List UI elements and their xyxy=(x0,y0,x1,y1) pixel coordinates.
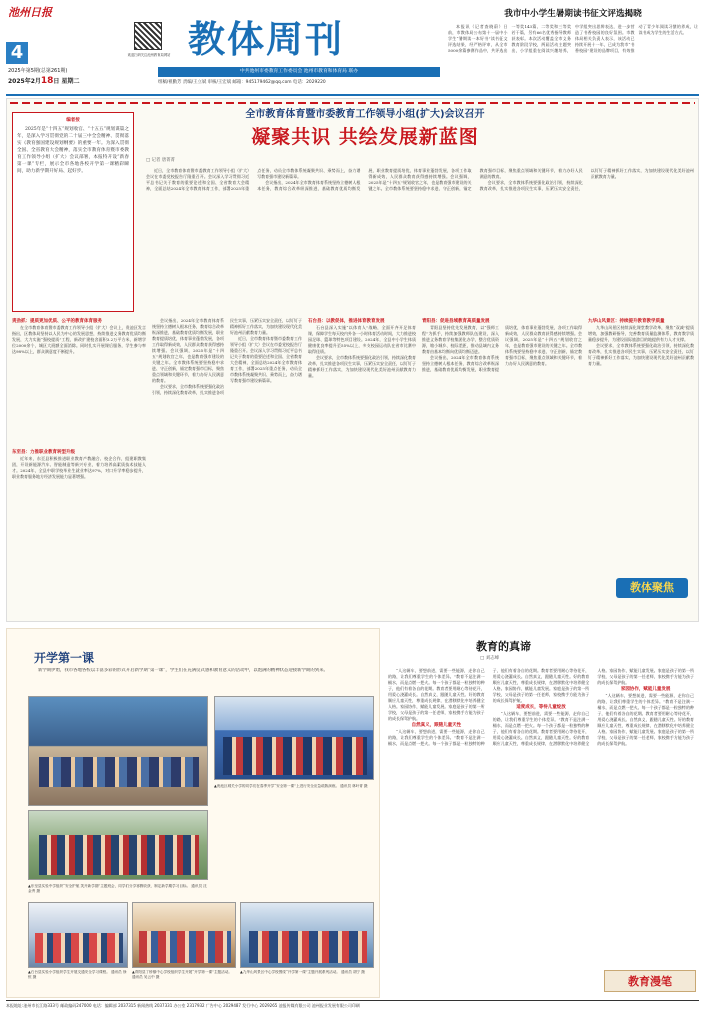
top-right-body: 本报讯（记者查晓蔚）日前，市教体局公布第十一届中小学生“暑期读一本好书”读书征文评选结果，经严格评审，从全市5000余篇参赛作品中，共评选出一等奖143篇、二等奖和三等奖若干篇，另有66名优秀指导教师获表彰。本次活动覆盖全市义务教育阶段学校，两届活动主题突出，小学组重在阅读兴趣培养，中学组突出思辨表达，进一步营造了书香校园的良好氛围。市教体局相关负责人表示，该活动已持续开展十一年，已成为我市“书香校园”建设的品牌项目，有效推动了青少年阅读习惯的养成，让读书成为学生的生活方式。 xyxy=(448,24,698,53)
masthead-divider xyxy=(6,94,699,96)
lead-headline: 凝聚共识 共绘发展新蓝图 xyxy=(251,126,479,148)
photo-caption: ▲东至县实验中学组织“安全护航 笑开新学期”主题班会，同学们分享寒假收获、制定新学期学习目标。 通讯员 沈金秀 摄 xyxy=(28,884,207,893)
section-body: 近年来，东至县积极推进职业教育产教融合、校企合作，组建职教集团，开设新能源汽车、智能制造等新兴专业，着力培养高素质技术技能人才。2024年，全县中职学校毕业生就业率达97%，对口升学率稳步提升，职业教育服务地方经济发展能力显著增强。 xyxy=(12,456,146,479)
section-body: 石台县深入实施“以体育人”战略，全面开齐开足体育课，保障学生每天校内外各一小时体育活动时间，大力推进校园足球、篮球等特色项目建设。2024年，全县中小学生体质健康优良率提升至55%以上，多支校园运动队在省市比赛中取得佳绩。 会议要求，全市教体系统要强化政治引领，持续深化教育改革，扎实推进各项民生实事，压紧压实安全责任，以钉钉子精神抓好工作落实，为加快建设现代化美好池州贡献教育力量。 xyxy=(308,325,416,378)
editorial-box xyxy=(12,112,134,312)
col-section-3 xyxy=(308,318,416,616)
footer-info: 本报地址:池州市长江路333号 邮政编码247000 电话：编辑部 2037315 新闻热线 2037331 办公室 2317932 广告中心 2029487 发行中心 2029265 池报传媒有限公司 池州报业发展有限公司印刷 xyxy=(6,1003,360,1008)
editor-line: 组稿/祖勤芳 责编/王立斌 审核/王宏斌 邮箱：945179462@qq.com 电话：2029220 xyxy=(158,80,326,85)
photo-safety-drill xyxy=(28,696,208,806)
section-heading: 青阳县：促进县域教育高质量发展 xyxy=(422,319,490,324)
section-body: 青阳县坚持优先发展教育，以“强师工程”为抓手，持续加强教师队伍建设，深入推进义务教育学校集团化办学，整合优质资源，缩小城乡、校际差距，推动县域内义务教育由基本均衡向优质均衡迈进。 会议指出，2024年全市教育体育系统坚持立德树人根本任务，教育综合改革纵深推进，基础教育优质均衡发展，职业教育提质培优，体育事业蓬勃发展，各项工作取得新成效，人民群众教育获得感持续增强。会议强调，2025年是“十四五”规划收官之年，也是教育强市建设的关键之年。全市教体系统要坚持稳中求进、守正创新，锚定教育强市目标，聚焦重点领域和关键环节，着力办好人民满意的教育。 xyxy=(422,325,582,372)
photo-caption: ▲石台县实验小学组织学生开展交通安全学习课程。 通讯员 徐恒 摄 xyxy=(28,970,127,979)
issue-number: 2025年第5期(总第261期) xyxy=(8,68,68,74)
lead-body-top: 近日，全市教育体育暨市委教育工作领导小组（扩大）会议在市委党校报告厅隆重召开。会议深入学习贯彻习近平总书记关于教育的重要论述和全国、全省教育大会精神，全面总结2024年全市教育体育工作，部署2025年重点任务，动员全市教体系统凝聚共识、乘势而上，奋力谱写教育强市建设新篇章。 会议指出，2024年全市教育体育系统坚持立德树人根本任务，教育综合改革纵深推进，基础教育优质均衡发展，职业教育提质培优，体育事业蓬勃发展，各项工作取得新成效，人民群众教育获得感持续增强。会议强调，2025年是“十四五”规划收官之年，也是教育强市建设的关键之年。全市教体系统要坚持稳中求进、守正创新，锚定教育强市目标，聚焦重点领域和关键环节，着力办好人民满意的教育。 会议要求，全市教体系统要强化政治引领，持续深化教育改革，扎实推进各项民生实事，压紧压实安全责任，以钉钉子精神抓好工作落实，为加快建设现代化美好池州贡献教育力量。 xyxy=(146,168,694,191)
supplement-title: 教体周刊 xyxy=(188,17,344,61)
photo-caption: ▲九华山风景区中心学校围绕“开学第一课”主题开展系列活动。 通讯员 胡宁 摄 xyxy=(240,970,365,974)
photo-traffic-lesson xyxy=(28,902,128,968)
page-number-badge: 4 xyxy=(6,42,28,64)
essay-body: “人这辆车，要想前进，需要一些能源，走你自己的路，让我们尊重学生的个体差异。”教育不是注满一桶水，而是点燃一把火。每一个孩子都是一粒独特的种子，他们有着各自的花期。教育者要用耐心等待花开，用爱心浇灌成长。自然真义，跟随儿童天性。好的教育顺应儿童天性，尊重成长规律，在潜移默化中培养健全人格。家园协作，赋能儿童发展。家庭是孩子的第一所学校，父母是孩子的第一任老师，家校携手方能为孩子的成长保驾护航。 自然真义，跟随儿童天性 “人这辆车，要想前进，需要一些能源，走你自己的路，让我们尊重学生的个体差异。”教育不是注满一桶水，而是点燃一把火。每一个孩子都是一粒独特的种子，他们有着各自的花期。教育者要用耐心等待花开，用爱心浇灌成长。自然真义，跟随儿童天性。好的教育顺应儿童天性，尊重成长规律，在潜移默化中培养健全人格。家园协作，赋能儿童发展。家庭是孩子的第一所学校，父母是孩子的第一任老师，家校携手方能为孩子的成长保驾护航。 适度成长，等待儿童绽放 “人这辆车，要想前进，需要一些能源，走你自己的路，让我们尊重学生的个体差异。”教育不是注满一桶水，而是点燃一把火。每一个孩子都是一粒独特的种子，他们有着各自的花期。教育者要用耐心等待花开，用爱心浇灌成长。自然真义，跟随儿童天性。好的教育顺应儿童天性，尊重成长规律，在潜移默化中培养健全人格。家园协作，赋能儿童发展。家庭是孩子的第一所学校，父母是孩子的第一任老师，家校携手方能为孩子的成长保驾护航。 家园协作，赋能儿童发展 “人这辆车，要想前进，需要一些能源，走你自己的路，让我们尊重学生的个体差异。”教育不是注满一桶水，而是点燃一把火。每一个孩子都是一粒独特的种子，他们有着各自的花期。教育者要用耐心等待花开，用爱心浇灌成长。自然真义，跟随儿童天性。好的教育顺应儿童天性，尊重成长规律，在潜移默化中培养健全人格。家园协作，赋能儿童发展。家庭是孩子的第一所学校，父母是孩子的第一任老师，家校携手方能为孩子的成长保驾护航。 xyxy=(388,668,694,746)
photo-series-activity xyxy=(240,902,374,968)
first-lesson-intro: 新学期伊始，我市各地各校以丰富多彩的形式开启新学期“第一课”，学生们在充满仪式感和教育意义的活动中，以饱满的精神状态迎接新学期的到来。 xyxy=(38,668,328,673)
section-body: 在全市教育体育暨市委教育工作领导小组（扩大）会议上，贵池区发言指出，区教体局坚持以人民为中心的发展思想，持续推进义务教育优质均衡发展，大力实施“强校提质”工程，新改扩建校舍面积3.2万平方米，新增学位2000余个，城区大班额全面消除。同时扎实开展课后服务，学生参与率达98%以上，群众满意度不断提升。 xyxy=(12,325,146,354)
essay-subhead: 家园协作，赋能儿童发展 xyxy=(620,687,671,692)
essay-title: 教育的真谛 xyxy=(476,640,531,653)
photo-theme-activity xyxy=(132,902,236,968)
editorial-body: 2025年是“十四五”规划收官、“十五五”规划谋篇之年，是深入学习贯彻党的二十届三中全会精神、贯彻落实《教育强国建设规划纲要》的重要一年。为深入贯彻全国、全省教育大会精神，落实全市教育体育暨市委教育工作领导小组（扩大）会议部署，本报特开设“新春第一课”专栏，展示全市各地各校开学第一课精彩瞬间，助力新学期开好局、起好步。 xyxy=(17,127,129,174)
lead-byline: □ 记者 唐菁菁 xyxy=(146,158,175,163)
section-heading: 东至县：力推职业教育转型升级 xyxy=(12,450,75,455)
lead-top-ornament xyxy=(10,102,695,104)
section-heading: 石台县：以教促体，推进体育教育发展 xyxy=(308,319,385,324)
section-body: 九华山风景区持续深化课堂教学改革，聚焦“双减”提质增效，加强教研指导，完善教育质量监测体系，教育教学质量稳步提升，为建设国际旅游目的地提供有力人才支撑。 会议要求，全市教体系统要强化政治引领，持续深化教育改革，扎实推进各项民生实事，压紧压实安全责任，以钉钉子精神抓好工作落实，为加快建设现代化美好池州贡献教育力量。 xyxy=(588,325,694,366)
logo-text: 池州日报 xyxy=(8,6,52,19)
lead-kicker: 全市教育体育暨市委教育工作领导小组(扩大)会议召开 xyxy=(245,109,485,120)
qr-caption: 欢迎扫码关注池州教育局网站 xyxy=(127,53,171,57)
col-section-5 xyxy=(588,318,694,568)
col-section-1 xyxy=(12,318,146,616)
section-heading: 责劲抓：提质更加优质、公平的教育体育服务 xyxy=(12,319,102,324)
col-lead-continued: 会议指出，2024年全市教育体育系统坚持立德树人根本任务，教育综合改革纵深推进，基础教育优质均衡发展，职业教育提质培优，体育事业蓬勃发展，各项工作取得新成效，人民群众教育获得感持续增强。会议强调，2025年是“十四五”规划收官之年，也是教育强市建设的关键之年。全市教体系统要坚持稳中求进、守正创新，锚定教育强市目标，聚焦重点领域和关键环节，着力办好人民满意的教育。 会议要求，全市教体系统要强化政治引领，持续深化教育改革，扎实推进各项民生实事，压紧压实安全责任，以钉钉子精神抓好工作落实，为加快建设现代化美好池州贡献教育力量。 近日，全市教育体育暨市委教育工作领导小组（扩大）会议在市委党校报告厅隆重召开。会议深入学习贯彻习近平总书记关于教育的重要论述和全国、全省教育大会精神，全面总结2024年全市教育体育工作，部署2025年重点任务，动员全市教体系统凝聚共识、乘势而上，奋力谱写教育强市建设新篇章。 xyxy=(152,318,302,395)
footer-rule xyxy=(6,1000,699,1001)
essay-subhead: 适度成长，等待儿童绽放 xyxy=(516,705,566,710)
section-heading: 九华山风景区：持续提升教育教学质量 xyxy=(588,319,665,324)
essay-badge: 教育漫笔 xyxy=(604,970,696,992)
issue-date: 2025年2月18日 星期二 xyxy=(8,76,80,86)
essay-subhead: 自然真义，跟随儿童天性 xyxy=(411,723,462,728)
qr-code[interactable] xyxy=(134,22,162,50)
photo-caption: ▲青阳县丁桥镇中心学校组织学生开展“开学第一课”主题活动。 通讯员 吴云中 摄 xyxy=(132,970,232,979)
photo-class-meeting xyxy=(28,810,208,880)
sponsor-bar: 中共池州市委教育工作委员会 池州市教育和体育局 联办 xyxy=(158,67,440,77)
photo-lesson-1 xyxy=(214,696,374,780)
photo-caption: ▲贵池区城关小学的同学们在春季开学“安全第一课”上进行安全应急疏散演练。 通讯员 林叶青 摄 xyxy=(214,784,368,788)
first-lesson-title: 开学第一课 xyxy=(34,651,95,665)
top-right-headline: 我市中小学生暑期读书征文评选揭晓 xyxy=(504,9,642,19)
newspaper-logo xyxy=(8,6,70,20)
col-section-4 xyxy=(422,318,582,616)
kicker-badge: 教体聚焦 xyxy=(616,578,688,598)
editorial-title: 编者按 xyxy=(66,118,80,123)
essay-author: □ 刘志峰 xyxy=(480,656,500,661)
